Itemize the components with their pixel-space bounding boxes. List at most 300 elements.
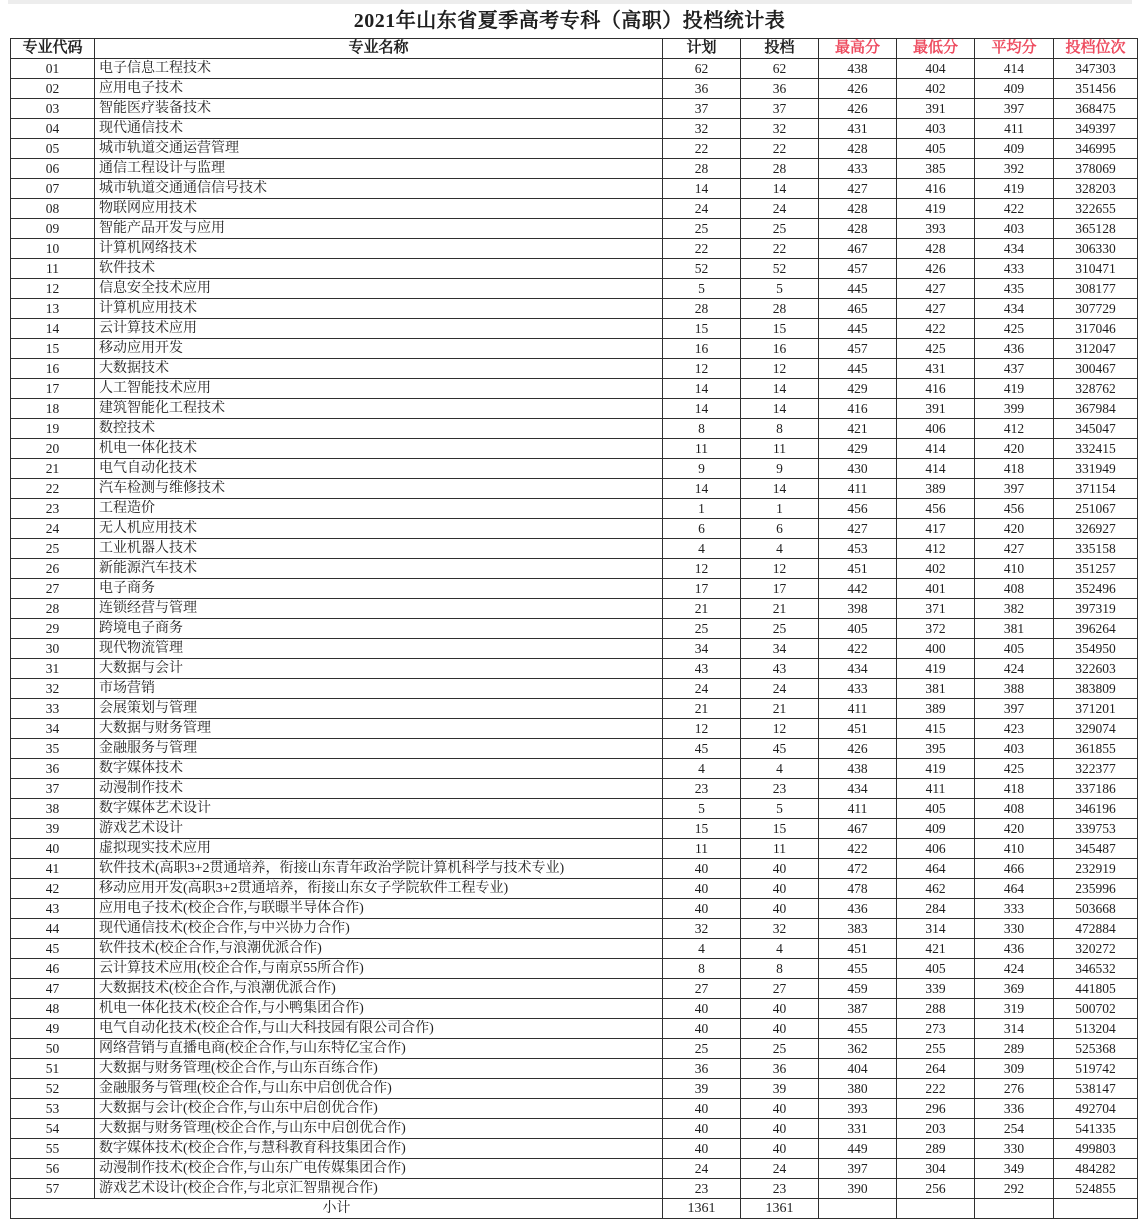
- cell-max: 405: [819, 619, 897, 639]
- cell-max: 433: [819, 679, 897, 699]
- cell-max: 451: [819, 939, 897, 959]
- cell-plan: 32: [663, 119, 741, 139]
- cell-max: 472: [819, 859, 897, 879]
- cell-code: 19: [11, 419, 95, 439]
- table-row: [11, 379, 1138, 399]
- cell-avg: 422: [975, 199, 1054, 219]
- cell-plan: 1: [663, 499, 741, 519]
- cell-rank: 232919: [1054, 859, 1138, 879]
- cell-rank: 503668: [1054, 899, 1138, 919]
- cell-max: 431: [819, 119, 897, 139]
- cell-name: 电子商务: [95, 579, 663, 599]
- cell-code: 38: [11, 799, 95, 819]
- cell-name: 工程造价: [95, 499, 663, 519]
- cell-plan: 32: [663, 919, 741, 939]
- cell-plan: 6: [663, 519, 741, 539]
- cell-name: 大数据技术(校企合作,与浪潮优派合作): [95, 979, 663, 999]
- cell-filed: 11: [741, 839, 819, 859]
- cell-plan: 24: [663, 1159, 741, 1179]
- cell-plan: 12: [663, 559, 741, 579]
- cell-filed: 27: [741, 979, 819, 999]
- cell-avg: 330: [975, 1139, 1054, 1159]
- cell-plan: 40: [663, 1139, 741, 1159]
- cell-rank: 351257: [1054, 559, 1138, 579]
- cell-rank: 352496: [1054, 579, 1138, 599]
- column-header-min-score: 最低分: [897, 39, 975, 59]
- cell-min: 419: [897, 759, 975, 779]
- cell-plan: 8: [663, 419, 741, 439]
- cell-code: 11: [11, 259, 95, 279]
- cell-name: 计算机应用技术: [95, 299, 663, 319]
- cell-code: 26: [11, 559, 95, 579]
- cell-filed: 40: [741, 1139, 819, 1159]
- cell-plan: 40: [663, 879, 741, 899]
- cell-plan: 24: [663, 199, 741, 219]
- cell-name: 汽车检测与维修技术: [95, 479, 663, 499]
- cell-min: 289: [897, 1139, 975, 1159]
- cell-code: 56: [11, 1159, 95, 1179]
- cell-plan: 12: [663, 359, 741, 379]
- cell-min: 203: [897, 1119, 975, 1139]
- cell-code: 17: [11, 379, 95, 399]
- cell-min: 395: [897, 739, 975, 759]
- cell-rank: 541335: [1054, 1119, 1138, 1139]
- table-row: [11, 339, 1138, 359]
- cell-name: 智能产品开发与应用: [95, 219, 663, 239]
- cell-plan: 14: [663, 399, 741, 419]
- cell-max: 426: [819, 99, 897, 119]
- cell-min: 456: [897, 499, 975, 519]
- cell-rank: 378069: [1054, 159, 1138, 179]
- cell-min: 264: [897, 1059, 975, 1079]
- table-row: [11, 999, 1138, 1019]
- cell-name: 网络营销与直播电商(校企合作,与山东特亿宝合作): [95, 1039, 663, 1059]
- table-row: [11, 779, 1138, 799]
- cell-min: 385: [897, 159, 975, 179]
- cell-name: 机电一体化技术(校企合作,与小鸭集团合作): [95, 999, 663, 1019]
- table-row: [11, 219, 1138, 239]
- cell-min: 401: [897, 579, 975, 599]
- cell-avg: 397: [975, 699, 1054, 719]
- cell-plan: 40: [663, 1099, 741, 1119]
- cell-rank: 345487: [1054, 839, 1138, 859]
- subtotal-cell-plan: 1361: [663, 1199, 741, 1219]
- cell-avg: 410: [975, 559, 1054, 579]
- cell-avg: 436: [975, 339, 1054, 359]
- table-row: [11, 979, 1138, 999]
- table-row: [11, 459, 1138, 479]
- cell-avg: 414: [975, 59, 1054, 79]
- cell-rank: 335158: [1054, 539, 1138, 559]
- table-row: [11, 399, 1138, 419]
- cell-filed: 6: [741, 519, 819, 539]
- cell-name: 大数据与财务管理(校企合作,与山东中启创优合作): [95, 1119, 663, 1139]
- cell-avg: 427: [975, 539, 1054, 559]
- cell-filed: 17: [741, 579, 819, 599]
- cell-rank: 538147: [1054, 1079, 1138, 1099]
- cell-avg: 456: [975, 499, 1054, 519]
- cell-avg: 349: [975, 1159, 1054, 1179]
- cell-filed: 9: [741, 459, 819, 479]
- cell-plan: 40: [663, 999, 741, 1019]
- table-row: [11, 199, 1138, 219]
- table-row: [11, 539, 1138, 559]
- cell-filed: 15: [741, 819, 819, 839]
- cell-min: 304: [897, 1159, 975, 1179]
- table-body: [11, 59, 1138, 1219]
- header-row: [11, 39, 1138, 59]
- cell-name: 动漫制作技术: [95, 779, 663, 799]
- cell-name: 人工智能技术应用: [95, 379, 663, 399]
- cell-avg: 408: [975, 579, 1054, 599]
- table-row: [11, 939, 1138, 959]
- cell-rank: 322377: [1054, 759, 1138, 779]
- cell-filed: 21: [741, 699, 819, 719]
- cell-min: 273: [897, 1019, 975, 1039]
- cell-max: 331: [819, 1119, 897, 1139]
- cell-plan: 62: [663, 59, 741, 79]
- cell-max: 429: [819, 379, 897, 399]
- cell-rank: 519742: [1054, 1059, 1138, 1079]
- table-row: [11, 419, 1138, 439]
- cell-min: 414: [897, 459, 975, 479]
- cell-min: 371: [897, 599, 975, 619]
- cell-filed: 24: [741, 1159, 819, 1179]
- cell-plan: 8: [663, 959, 741, 979]
- cell-code: 03: [11, 99, 95, 119]
- page-title: 2021年山东省夏季高考专科（高职）投档统计表: [353, 10, 786, 32]
- cell-name: 数字媒体艺术设计: [95, 799, 663, 819]
- table-row: [11, 519, 1138, 539]
- cell-code: 07: [11, 179, 95, 199]
- cell-code: 25: [11, 539, 95, 559]
- column-header-avg-score: 平均分: [975, 39, 1054, 59]
- cell-rank: 310471: [1054, 259, 1138, 279]
- cell-avg: 276: [975, 1079, 1054, 1099]
- cell-code: 53: [11, 1099, 95, 1119]
- cell-plan: 40: [663, 859, 741, 879]
- column-header-name: 专业名称: [95, 39, 663, 59]
- cell-rank: 251067: [1054, 499, 1138, 519]
- cell-avg: 423: [975, 719, 1054, 739]
- cell-min: 222: [897, 1079, 975, 1099]
- cell-rank: 396264: [1054, 619, 1138, 639]
- cell-min: 422: [897, 319, 975, 339]
- cell-code: 37: [11, 779, 95, 799]
- cell-rank: 371154: [1054, 479, 1138, 499]
- column-header-code: 专业代码: [11, 39, 95, 59]
- cell-plan: 22: [663, 239, 741, 259]
- cell-name: 现代通信技术: [95, 119, 663, 139]
- cell-name: 现代物流管理: [95, 639, 663, 659]
- cell-filed: 25: [741, 1039, 819, 1059]
- cell-name: 电子信息工程技术: [95, 59, 663, 79]
- cell-max: 416: [819, 399, 897, 419]
- cell-min: 411: [897, 779, 975, 799]
- cell-plan: 40: [663, 1019, 741, 1039]
- cell-code: 13: [11, 299, 95, 319]
- cell-name: 大数据与会计(校企合作,与山东中启创优合作): [95, 1099, 663, 1119]
- cell-code: 51: [11, 1059, 95, 1079]
- table-row: [11, 1019, 1138, 1039]
- cell-name: 动漫制作技术(校企合作,与山东广电传媒集团合作): [95, 1159, 663, 1179]
- cell-name: 电气自动化技术: [95, 459, 663, 479]
- cell-filed: 14: [741, 179, 819, 199]
- cell-name: 大数据与财务管理: [95, 719, 663, 739]
- cell-rank: 322655: [1054, 199, 1138, 219]
- table-row: [11, 639, 1138, 659]
- table-row: [11, 499, 1138, 519]
- cell-plan: 25: [663, 219, 741, 239]
- cell-avg: 420: [975, 439, 1054, 459]
- cell-rank: 371201: [1054, 699, 1138, 719]
- cell-min: 416: [897, 379, 975, 399]
- cell-filed: 34: [741, 639, 819, 659]
- table-row: [11, 739, 1138, 759]
- cell-plan: 14: [663, 179, 741, 199]
- cell-min: 415: [897, 719, 975, 739]
- cell-max: 442: [819, 579, 897, 599]
- cell-max: 428: [819, 219, 897, 239]
- cell-name: 大数据与会计: [95, 659, 663, 679]
- cell-filed: 5: [741, 279, 819, 299]
- cell-rank: 300467: [1054, 359, 1138, 379]
- cell-name: 大数据技术: [95, 359, 663, 379]
- cell-plan: 22: [663, 139, 741, 159]
- column-header-max-score: 最高分: [819, 39, 897, 59]
- cell-name: 应用电子技术(校企合作,与联暻半导体合作): [95, 899, 663, 919]
- cell-code: 09: [11, 219, 95, 239]
- cell-name: 金融服务与管理(校企合作,与山东中启创优合作): [95, 1079, 663, 1099]
- cell-max: 467: [819, 819, 897, 839]
- cell-max: 457: [819, 339, 897, 359]
- cell-filed: 23: [741, 779, 819, 799]
- table-row: [11, 439, 1138, 459]
- cell-filed: 40: [741, 1019, 819, 1039]
- cell-min: 402: [897, 79, 975, 99]
- subtotal-cell-filed: 1361: [741, 1199, 819, 1219]
- cell-name: 市场营销: [95, 679, 663, 699]
- cell-code: 14: [11, 319, 95, 339]
- cell-filed: 40: [741, 879, 819, 899]
- cell-code: 35: [11, 739, 95, 759]
- cell-code: 33: [11, 699, 95, 719]
- cell-rank: 346196: [1054, 799, 1138, 819]
- cell-max: 428: [819, 139, 897, 159]
- table-row: [11, 839, 1138, 859]
- cell-filed: 22: [741, 239, 819, 259]
- cell-name: 通信工程设计与监理: [95, 159, 663, 179]
- cell-max: 433: [819, 159, 897, 179]
- cell-rank: 500702: [1054, 999, 1138, 1019]
- cell-name: 虚拟现实技术应用: [95, 839, 663, 859]
- cell-code: 05: [11, 139, 95, 159]
- cell-name: 金融服务与管理: [95, 739, 663, 759]
- cell-max: 362: [819, 1039, 897, 1059]
- cell-code: 49: [11, 1019, 95, 1039]
- cell-filed: 40: [741, 1119, 819, 1139]
- cell-plan: 45: [663, 739, 741, 759]
- cell-min: 416: [897, 179, 975, 199]
- cell-filed: 12: [741, 359, 819, 379]
- cell-plan: 17: [663, 579, 741, 599]
- cell-min: 404: [897, 59, 975, 79]
- cell-max: 451: [819, 559, 897, 579]
- cell-min: 417: [897, 519, 975, 539]
- cell-max: 434: [819, 659, 897, 679]
- cell-avg: 412: [975, 419, 1054, 439]
- cell-filed: 32: [741, 919, 819, 939]
- cell-code: 42: [11, 879, 95, 899]
- cell-rank: 525368: [1054, 1039, 1138, 1059]
- cell-max: 430: [819, 459, 897, 479]
- table-row: [11, 119, 1138, 139]
- cell-avg: 399: [975, 399, 1054, 419]
- cell-min: 412: [897, 539, 975, 559]
- subtotal-cell-max: [819, 1199, 897, 1219]
- cell-max: 456: [819, 499, 897, 519]
- cell-min: 427: [897, 299, 975, 319]
- cell-code: 39: [11, 819, 95, 839]
- cell-code: 41: [11, 859, 95, 879]
- cell-max: 449: [819, 1139, 897, 1159]
- cell-code: 12: [11, 279, 95, 299]
- cell-filed: 37: [741, 99, 819, 119]
- cell-max: 390: [819, 1179, 897, 1199]
- cell-plan: 5: [663, 279, 741, 299]
- cell-max: 455: [819, 1019, 897, 1039]
- cell-rank: 347303: [1054, 59, 1138, 79]
- cell-rank: 322603: [1054, 659, 1138, 679]
- cell-rank: 492704: [1054, 1099, 1138, 1119]
- cell-filed: 52: [741, 259, 819, 279]
- cell-avg: 309: [975, 1059, 1054, 1079]
- table-row: [11, 59, 1138, 79]
- cell-code: 36: [11, 759, 95, 779]
- cell-plan: 15: [663, 819, 741, 839]
- cell-max: 397: [819, 1159, 897, 1179]
- cell-code: 20: [11, 439, 95, 459]
- cell-name: 计算机网络技术: [95, 239, 663, 259]
- cell-min: 256: [897, 1179, 975, 1199]
- cell-min: 402: [897, 559, 975, 579]
- subtotal-cell-subtotal-label: 小计: [11, 1199, 663, 1219]
- cell-filed: 40: [741, 899, 819, 919]
- cell-name: 信息安全技术应用: [95, 279, 663, 299]
- cell-rank: 349397: [1054, 119, 1138, 139]
- subtotal-cell-rank: [1054, 1199, 1138, 1219]
- subtotal-row: [11, 1199, 1138, 1219]
- cell-min: 400: [897, 639, 975, 659]
- table-row: [11, 159, 1138, 179]
- cell-plan: 23: [663, 1179, 741, 1199]
- cell-filed: 36: [741, 79, 819, 99]
- cell-filed: 36: [741, 1059, 819, 1079]
- cell-max: 411: [819, 479, 897, 499]
- cell-avg: 289: [975, 1039, 1054, 1059]
- cell-filed: 5: [741, 799, 819, 819]
- cell-rank: 326927: [1054, 519, 1138, 539]
- cell-min: 339: [897, 979, 975, 999]
- cell-code: 44: [11, 919, 95, 939]
- cell-avg: 403: [975, 739, 1054, 759]
- cell-code: 08: [11, 199, 95, 219]
- cell-code: 57: [11, 1179, 95, 1199]
- cell-plan: 28: [663, 159, 741, 179]
- cell-plan: 11: [663, 439, 741, 459]
- cell-rank: 317046: [1054, 319, 1138, 339]
- cell-rank: 320272: [1054, 939, 1138, 959]
- cell-plan: 34: [663, 639, 741, 659]
- cell-avg: 330: [975, 919, 1054, 939]
- cell-min: 426: [897, 259, 975, 279]
- table-row: [11, 1119, 1138, 1139]
- table-row: [11, 879, 1138, 899]
- cell-name: 移动应用开发(高职3+2贯通培养，衔接山东女子学院软件工程专业): [95, 879, 663, 899]
- cell-name: 城市轨道交通通信信号技术: [95, 179, 663, 199]
- cell-rank: 346995: [1054, 139, 1138, 159]
- cell-filed: 12: [741, 719, 819, 739]
- cell-max: 398: [819, 599, 897, 619]
- cell-avg: 403: [975, 219, 1054, 239]
- cell-avg: 424: [975, 959, 1054, 979]
- cell-rank: 308177: [1054, 279, 1138, 299]
- cell-avg: 333: [975, 899, 1054, 919]
- table-row: [11, 699, 1138, 719]
- cell-avg: 419: [975, 179, 1054, 199]
- cell-name: 现代通信技术(校企合作,与中兴协力合作): [95, 919, 663, 939]
- table-row: [11, 619, 1138, 639]
- cell-avg: 418: [975, 779, 1054, 799]
- cell-rank: 354950: [1054, 639, 1138, 659]
- cell-max: 465: [819, 299, 897, 319]
- cell-filed: 23: [741, 1179, 819, 1199]
- cell-avg: 409: [975, 139, 1054, 159]
- cell-avg: 418: [975, 459, 1054, 479]
- table-row: [11, 559, 1138, 579]
- cell-avg: 420: [975, 819, 1054, 839]
- cell-min: 421: [897, 939, 975, 959]
- cell-plan: 4: [663, 759, 741, 779]
- cell-avg: 382: [975, 599, 1054, 619]
- cell-code: 52: [11, 1079, 95, 1099]
- cell-plan: 25: [663, 1039, 741, 1059]
- column-header-plan: 计划: [663, 39, 741, 59]
- cell-min: 405: [897, 959, 975, 979]
- cell-min: 419: [897, 659, 975, 679]
- cell-max: 422: [819, 839, 897, 859]
- cell-name: 游戏艺术设计: [95, 819, 663, 839]
- cell-code: 27: [11, 579, 95, 599]
- cell-filed: 25: [741, 619, 819, 639]
- cell-filed: 40: [741, 999, 819, 1019]
- cell-name: 新能源汽车技术: [95, 559, 663, 579]
- cell-rank: 367984: [1054, 399, 1138, 419]
- cell-plan: 52: [663, 259, 741, 279]
- table-row: [11, 1179, 1138, 1199]
- cell-name: 建筑智能化工程技术: [95, 399, 663, 419]
- table-row: [11, 1159, 1138, 1179]
- cell-avg: 392: [975, 159, 1054, 179]
- cell-max: 445: [819, 279, 897, 299]
- cell-plan: 15: [663, 319, 741, 339]
- cell-max: 428: [819, 199, 897, 219]
- table-row: [11, 1039, 1138, 1059]
- cell-filed: 1: [741, 499, 819, 519]
- cell-max: 445: [819, 319, 897, 339]
- cell-plan: 25: [663, 619, 741, 639]
- cell-avg: 425: [975, 759, 1054, 779]
